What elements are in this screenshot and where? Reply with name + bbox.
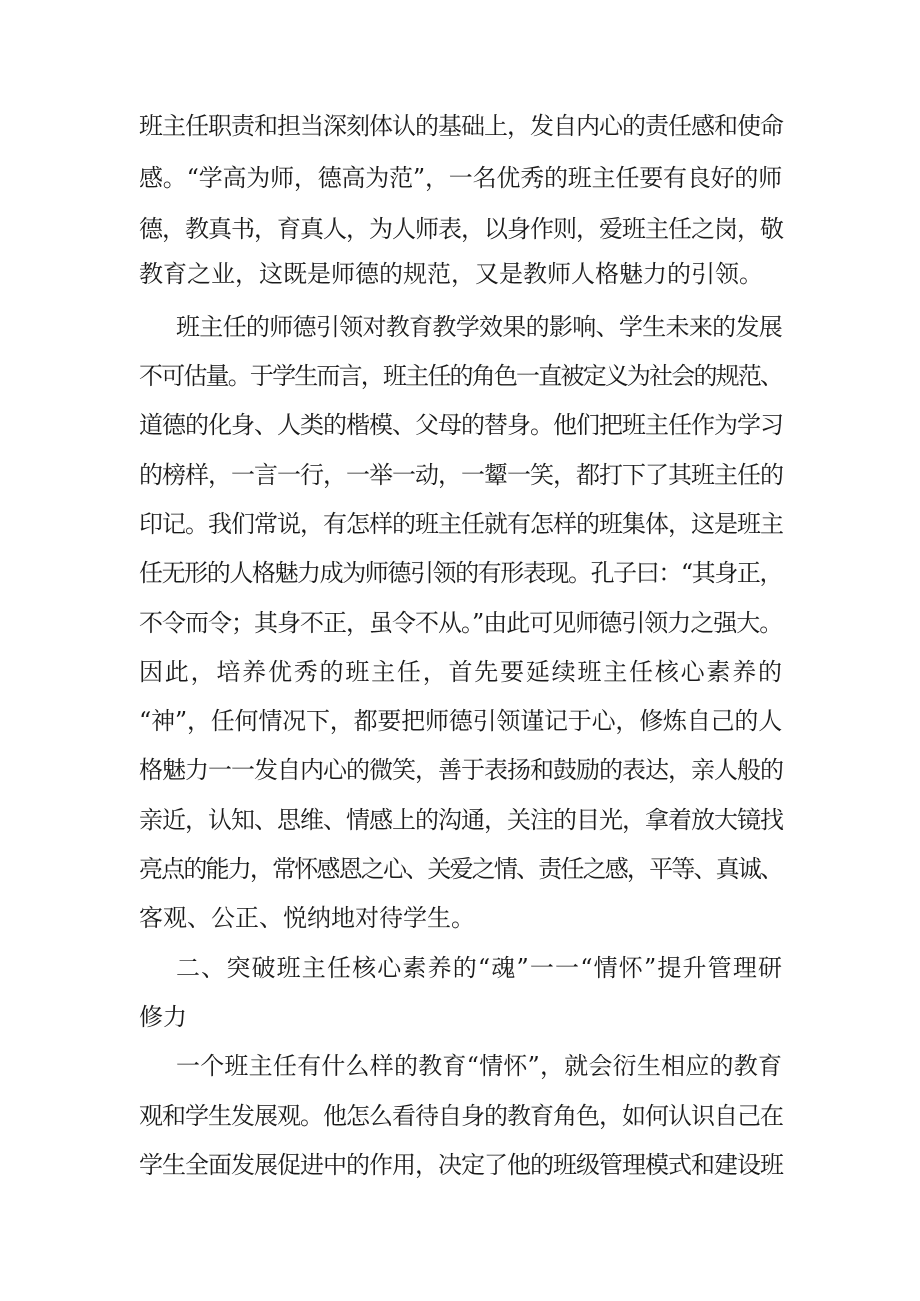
section-heading-line: 二、突破班主任核心素养的“魂”一一“情怀”提升管理研 [176, 954, 782, 982]
text-line: 客观、公正、悦纳地对待学生。 [139, 904, 475, 932]
text-line: 观和学生发展观。他怎么看待自身的教育角色，如何认识自己在 [139, 1102, 783, 1130]
text-line: 亮点的能力，常怀感恩之心、关爱之情、责任之感，平等、真诚、 [139, 855, 782, 883]
text-line: 感。“学高为师，德高为范”，一名优秀的班主任要有良好的师 [139, 164, 782, 192]
text-line: 学生全面发展促进中的作用，决定了他的班级管理模式和建设班 [139, 1151, 783, 1179]
text-line: 不可估量。于学生而言，班主任的角色一直被定义为社会的规范、 [139, 362, 782, 390]
text-line: 不令而令；其身不正，虽令不从。”由此可见师德引领力之强大。 [139, 609, 783, 637]
text-line: 班主任的师德引领对教育教学效果的影响、学生未来的发展 [176, 313, 782, 341]
text-line: 格魅力一一发自内心的微笑，善于表扬和鼓励的表达，亲人般的 [139, 756, 783, 784]
text-line: 教育之业，这既是师德的规范，又是教师人格魅力的引领。 [139, 260, 763, 288]
text-line: 德，教真书，育真人，为人师表，以身作则，爱班主任之岗，敬 [139, 215, 783, 243]
text-line: 班主任职责和担当深刻体认的基础上，发自内心的责任感和使命 [139, 112, 783, 140]
text-line: 道德的化身、人类的楷模、父母的替身。他们把班主任作为学习 [139, 411, 783, 439]
text-line: 一个班主任有什么样的教育“情怀”，就会衍生相应的教育 [176, 1052, 782, 1080]
text-line: “神”，任何情况下，都要把师德引领谨记于心，修炼自己的人 [139, 707, 782, 735]
text-line: 因此，培养优秀的班主任，首先要延续班主任核心素养的 [139, 658, 782, 686]
section-heading-line: 修力 [139, 1003, 187, 1031]
text-line: 任无形的人格魅力成为师德引领的有形表现。孔子曰：“其身正， [139, 559, 782, 587]
text-line: 的榜样，一言一行，一举一动，一颦一笑，都打下了其班主任的 [139, 461, 783, 489]
text-line: 亲近，认知、思维、情感上的沟通，关注的目光，拿着放大镜找 [139, 806, 783, 834]
text-line: 印记。我们常说，有怎样的班主任就有怎样的班集体，这是班主 [139, 510, 783, 538]
